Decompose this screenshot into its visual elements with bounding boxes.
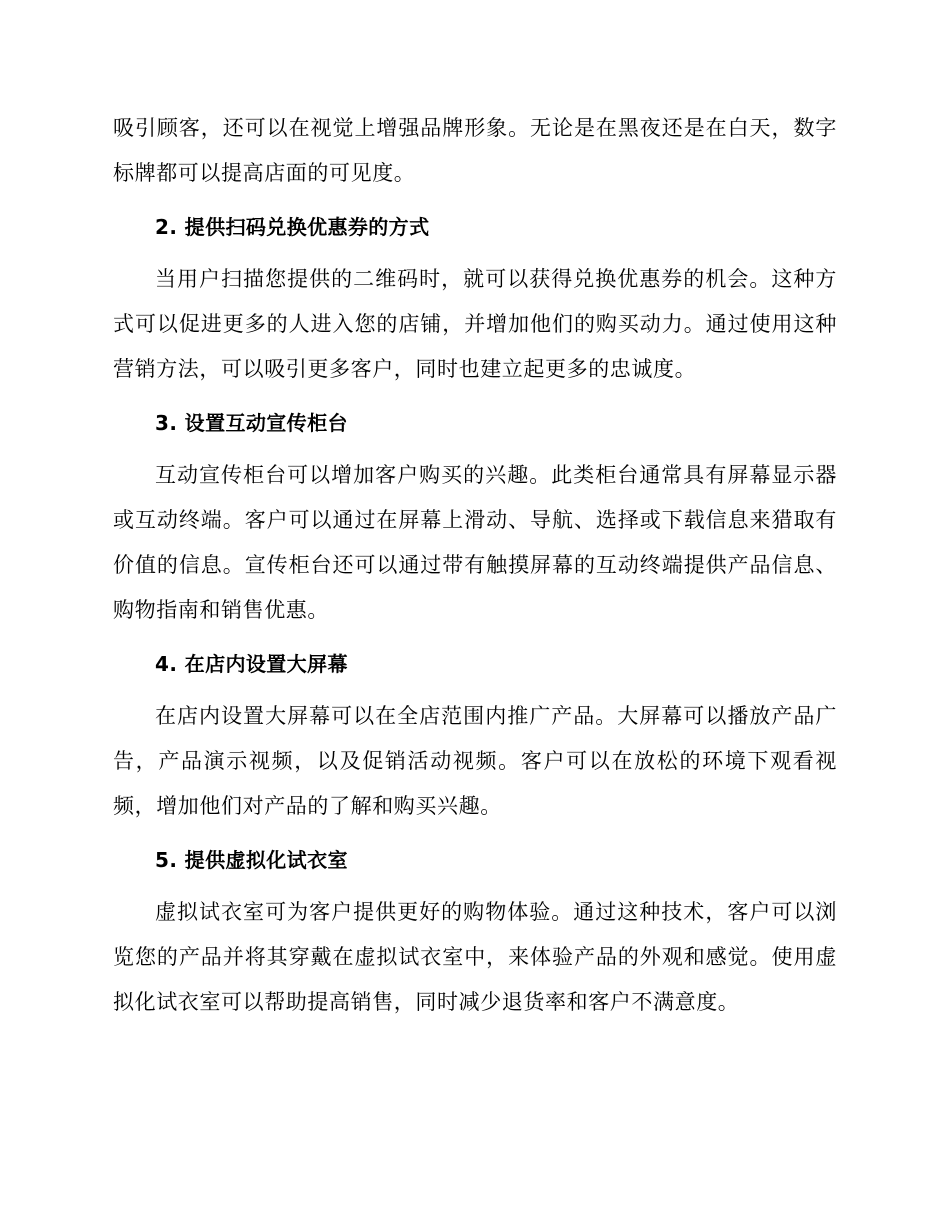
section-heading-5: 5. 提供虚拟化试衣室 (155, 848, 348, 872)
document-page (113, 106, 837, 1025)
section-heading-3: 3. 设置互动宣传柜台 (155, 411, 348, 435)
spacer (113, 241, 837, 257)
intro-paragraph: 吸引顾客，还可以在视觉上增强品牌形象。无论是在黑夜还是在白天，数字标牌都可以提高店面的可见度。 (113, 116, 837, 185)
spacer (113, 874, 837, 890)
spacer (113, 829, 837, 846)
section-body-3: 互动宣传柜台可以增加客户购买的兴趣。此类柜台通常具有屏幕显示器或互动终端。客户可以通过在屏幕上滑动、导航、选择或下载信息来猎取有价值的信息。宣传柜台还可以通过带有触摸屏幕的互动终端提供产品信息、购物指南和销售优惠。 (113, 463, 837, 622)
section-body-5: 虚拟试衣室可为客户提供更好的购物体验。通过这种技术，客户可以浏览您的产品并将其穿戴在虚拟试衣室中，来体验产品的外观和感觉。使用虚拟化试衣室可以帮助提高销售，同时减少退货率和客户不满意度。 (113, 900, 837, 1014)
spacer (113, 437, 837, 453)
section-heading-4: 4. 在店内设置大屏幕 (155, 652, 348, 676)
section-heading-2: 2. 提供扫码兑换优惠券的方式 (155, 215, 430, 239)
section-body-4: 在店内设置大屏幕可以在全店范围内推广产品。大屏幕可以播放产品广告，产品演示视频，以及促销活动视频。客户可以在放松的环境下观看视频，增加他们对产品的了解和购买兴趣。 (113, 704, 837, 818)
section-body-2: 当用户扫描您提供的二维码时，就可以获得兑换优惠券的机会。这种方式可以促进更多的人进入您的店铺，并增加他们的购买动力。通过使用这种营销方法，可以吸引更多客户，同时也建立起更多的忠诚度。 (113, 267, 837, 381)
spacer (113, 633, 837, 650)
spacer (113, 678, 837, 694)
spacer (113, 196, 837, 213)
spacer (113, 392, 837, 409)
